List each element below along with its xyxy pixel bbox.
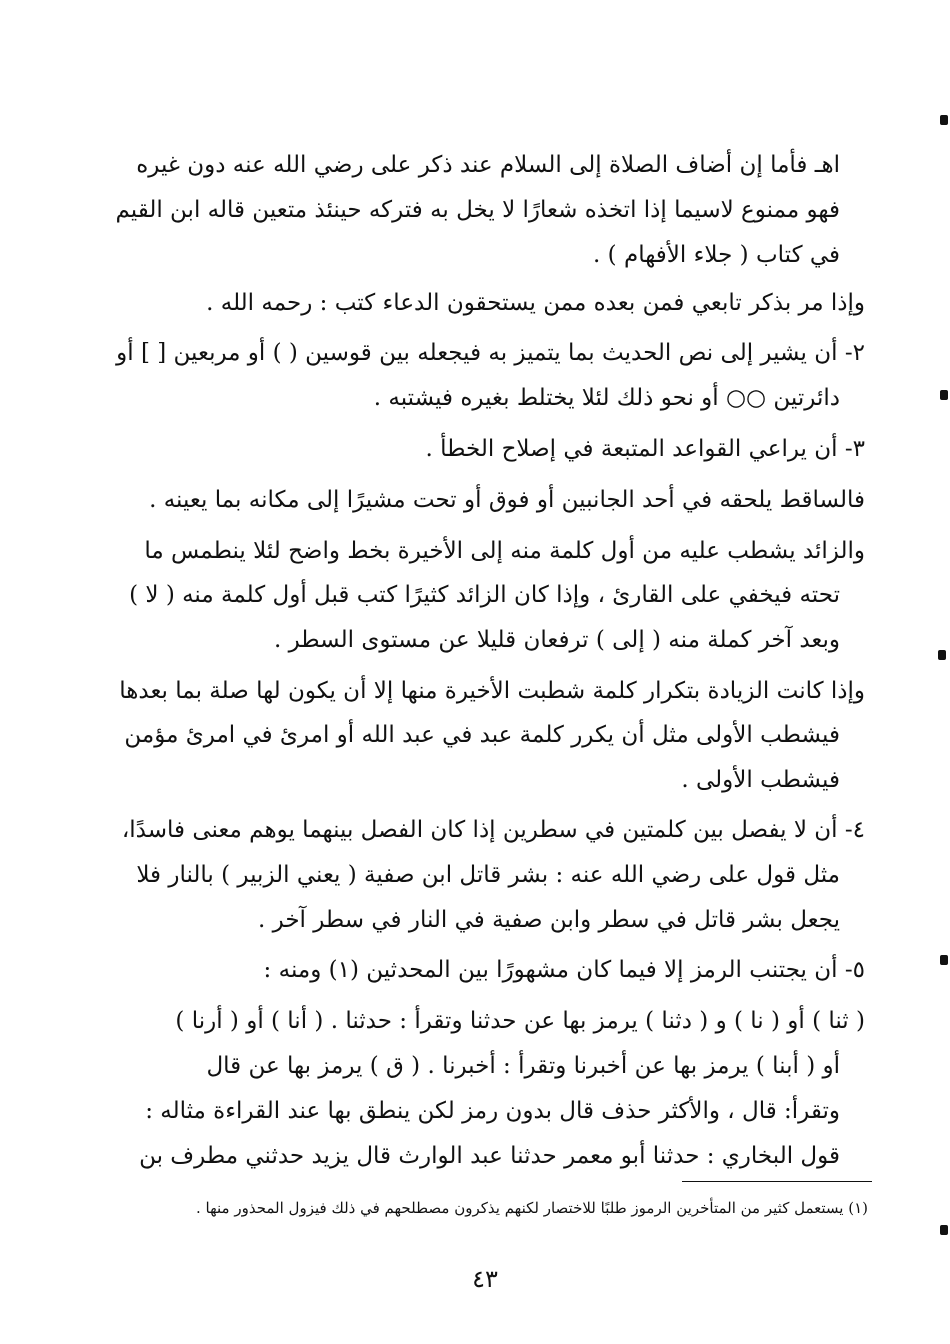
scan-mark [938, 650, 946, 660]
footnote: (١) يستعمل كثير من المتأخرين الرموز طلبًا للاختصار لكنهم يذكرون مصطلحهم في ذلك فيزول المحذور منها . [195, 1199, 868, 1217]
text-line: ( ثنا ) أو ( نا ) و ( دثنا ) يرمز بها عن حدثنا وتقرأ : حدثنا . ( أنا ) أو ( أرنا ) [175, 1008, 865, 1034]
text-line: اهـ فأما إن أضاف الصلاة إلى السلام عند ذكر على رضي الله عنه دون غيره [136, 152, 840, 178]
text-line: ٣- أن يراعي القواعد المتبعة في إصلاح الخطأ . [425, 436, 865, 462]
scan-mark [940, 390, 948, 400]
footnote-divider [682, 1181, 872, 1182]
page-number: ٤٣ [472, 1265, 498, 1293]
text-line: قول البخاري : حدثنا أبو معمر حدثنا عبد الوارث قال يزيد حدثني مطرف بن [139, 1143, 840, 1169]
text-line: في كتاب ( جلاء الأفهام ) . [593, 242, 840, 268]
text-line: فيشطب الأولى مثل أن يكرر كلمة عبد في عبد الله أو امرئ في امرئ مؤمن [124, 722, 840, 748]
text-line: ٤- أن لا يفصل بين كلمتين في سطرين إذا كان الفصل بينهما يوهم معنى فاسدًا، [121, 817, 865, 843]
text-line: دائرتين ○○ أو نحو ذلك لئلا يختلط بغيره فيشتبه . [373, 385, 840, 411]
text-line: مثل قول على رضي الله عنه : بشر قاتل ابن صفية ( يعني الزبير ) بالنار فلا [136, 862, 840, 888]
scan-mark [940, 955, 948, 965]
scan-mark [940, 115, 948, 125]
text-line: وإذا كانت الزيادة بتكرار كلمة شطبت الأخيرة منها إلا أن يكون لها صلة بما بعدها [119, 678, 865, 704]
text-line: تحته فيخفي على القارئ ، وإذا كان الزائد كثيرًا كتب قبل أول كلمة منه ( لا ) [129, 582, 840, 608]
text-line: وإذا مر بذكر تابعي فمن بعده ممن يستحقون الدعاء كتب : رحمه الله . [206, 290, 865, 316]
text-line: فهو ممنوع لاسيما إذا اتخذه شعارًا لا يخل به فتركه حينئذ متعين قاله ابن القيم [115, 197, 840, 223]
text-line: وبعد آخر كملة منه ( إلى ) ترفعان قليلا عن مستوى السطر . [273, 627, 840, 653]
text-line: يجعل بشر قاتل في سطر وابن صفية في النار في سطر آخر . [258, 907, 840, 933]
text-line: ٥- أن يجتنب الرمز إلا فيما كان مشهورًا بين المحدثين (١) ومنه : [263, 957, 865, 983]
text-line: وتقرأ: قال ، والأكثر حذف قال بدون رمز لكن ينطق بها عند القراءة مثاله : [145, 1098, 840, 1124]
text-line: ٢- أن يشير إلى نص الحديث بما يتميز به فيجعله بين قوسين ( ) أو مربعين [ ] أو [116, 340, 865, 366]
text-line: أو ( أبنا ) يرمز بها عن أخبرنا وتقرأ : أخبرنا . ( ق ) يرمز بها عن قال [206, 1053, 840, 1079]
scan-mark [940, 1225, 948, 1235]
text-line: فيشطب الأولى . [681, 767, 840, 793]
text-line: فالساقط يلحقه في أحد الجانبين أو فوق أو تحت مشيرًا إلى مكانه بما يعينه . [149, 487, 865, 513]
text-line: والزائد يشطب عليه من أول كلمة منه إلى الأخيرة بخط واضح لئلا ينطمس ما [144, 538, 865, 564]
